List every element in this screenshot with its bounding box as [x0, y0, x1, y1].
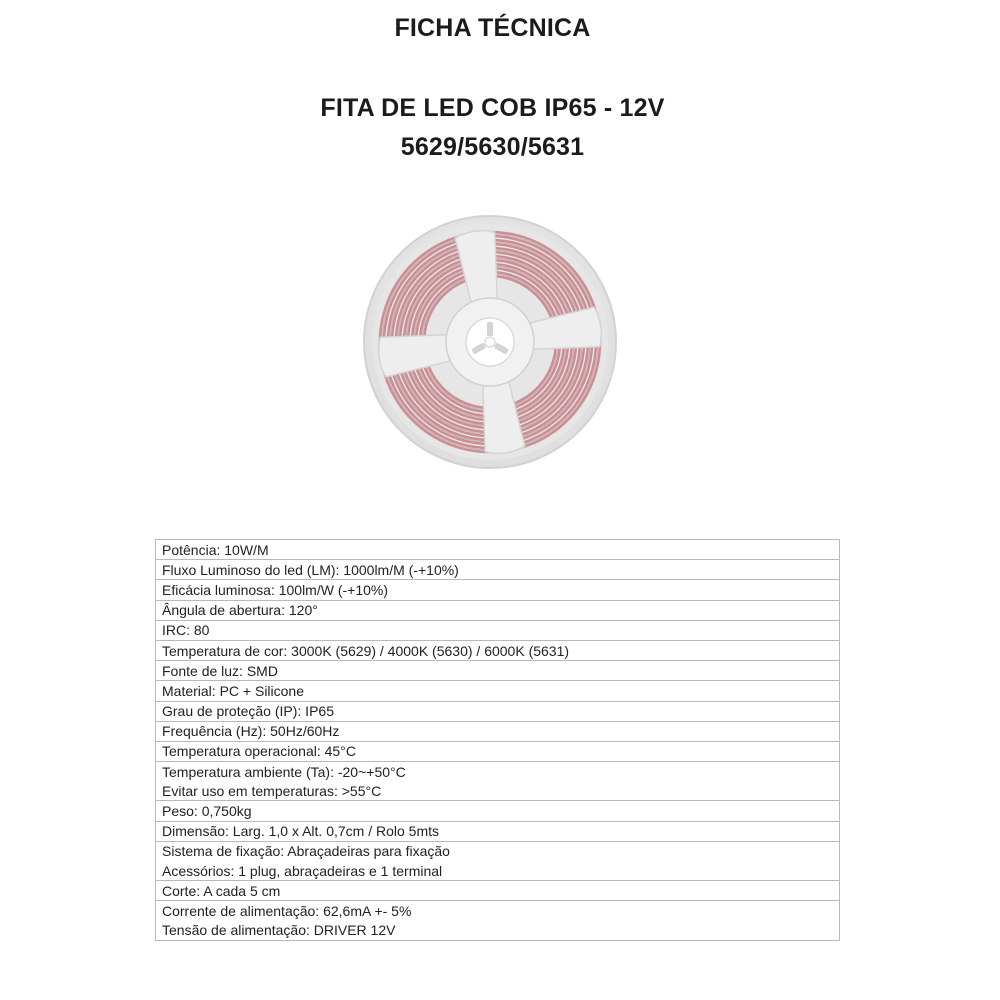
spec-cell: Peso: 0,750kg: [156, 801, 840, 821]
spec-cell: IRC: 80: [156, 620, 840, 640]
spec-cell: Eficácia luminosa: 100lm/W (-+10%): [156, 580, 840, 600]
document-title: FICHA TÉCNICA: [394, 14, 591, 42]
spec-row: [156, 681, 840, 701]
spec-row: [156, 841, 840, 861]
product-models: 5629/5630/5631: [400, 133, 585, 161]
spec-cell: Ângula de abertura: 120°: [156, 600, 840, 620]
spec-row: [156, 721, 840, 741]
spec-cell: Temperatura ambiente (Ta): -20~+50°C: [156, 762, 840, 782]
spec-row: [156, 560, 840, 580]
spec-row: [156, 901, 840, 921]
spec-cell: Evitar uso em temperaturas: >55°C: [156, 781, 840, 801]
spec-cell: Grau de proteção (IP): IP65: [156, 701, 840, 721]
spec-row: [156, 620, 840, 640]
spec-row: [156, 580, 840, 600]
spec-cell: Material: PC + Silicone: [156, 681, 840, 701]
spec-cell: Dimensão: Larg. 1,0 x Alt. 0,7cm / Rolo 5mts: [156, 821, 840, 841]
spec-cell: Fonte de luz: SMD: [156, 661, 840, 681]
spec-cell: Temperatura operacional: 45°C: [156, 741, 840, 761]
led-strip-reel-image: [360, 212, 620, 472]
spec-row: [156, 861, 840, 881]
spec-row: [156, 640, 840, 660]
spec-row: [156, 741, 840, 761]
spec-cell: Temperatura de cor: 3000K (5629) / 4000K (5630) / 6000K (5631): [156, 640, 840, 660]
spec-cell: Fluxo Luminoso do led (LM): 1000lm/M (-+10%): [156, 560, 840, 580]
product-name: FITA DE LED COB IP65 - 12V: [320, 94, 665, 122]
spec-row: [156, 661, 840, 681]
spec-row: [156, 881, 840, 901]
spec-row: [156, 801, 840, 821]
spec-row: [156, 600, 840, 620]
spec-row: [156, 762, 840, 782]
spec-row: [156, 821, 840, 841]
spec-row: [156, 540, 840, 560]
spec-cell: Sistema de fixação: Abraçadeiras para fixação: [156, 841, 840, 861]
spec-row: [156, 781, 840, 801]
spec-row: [156, 921, 840, 941]
spec-cell: Frequência (Hz): 50Hz/60Hz: [156, 721, 840, 741]
spec-cell: Corte: A cada 5 cm: [156, 881, 840, 901]
spec-cell: Acessórios: 1 plug, abraçadeiras e 1 terminal: [156, 861, 840, 881]
specs-table: [155, 539, 840, 941]
spec-cell: Corrente de alimentação: 62,6mA +- 5%: [156, 901, 840, 921]
spec-cell: Potência: 10W/M: [156, 540, 840, 560]
spec-cell: Tensão de alimentação: DRIVER 12V: [156, 921, 840, 941]
spec-row: [156, 701, 840, 721]
